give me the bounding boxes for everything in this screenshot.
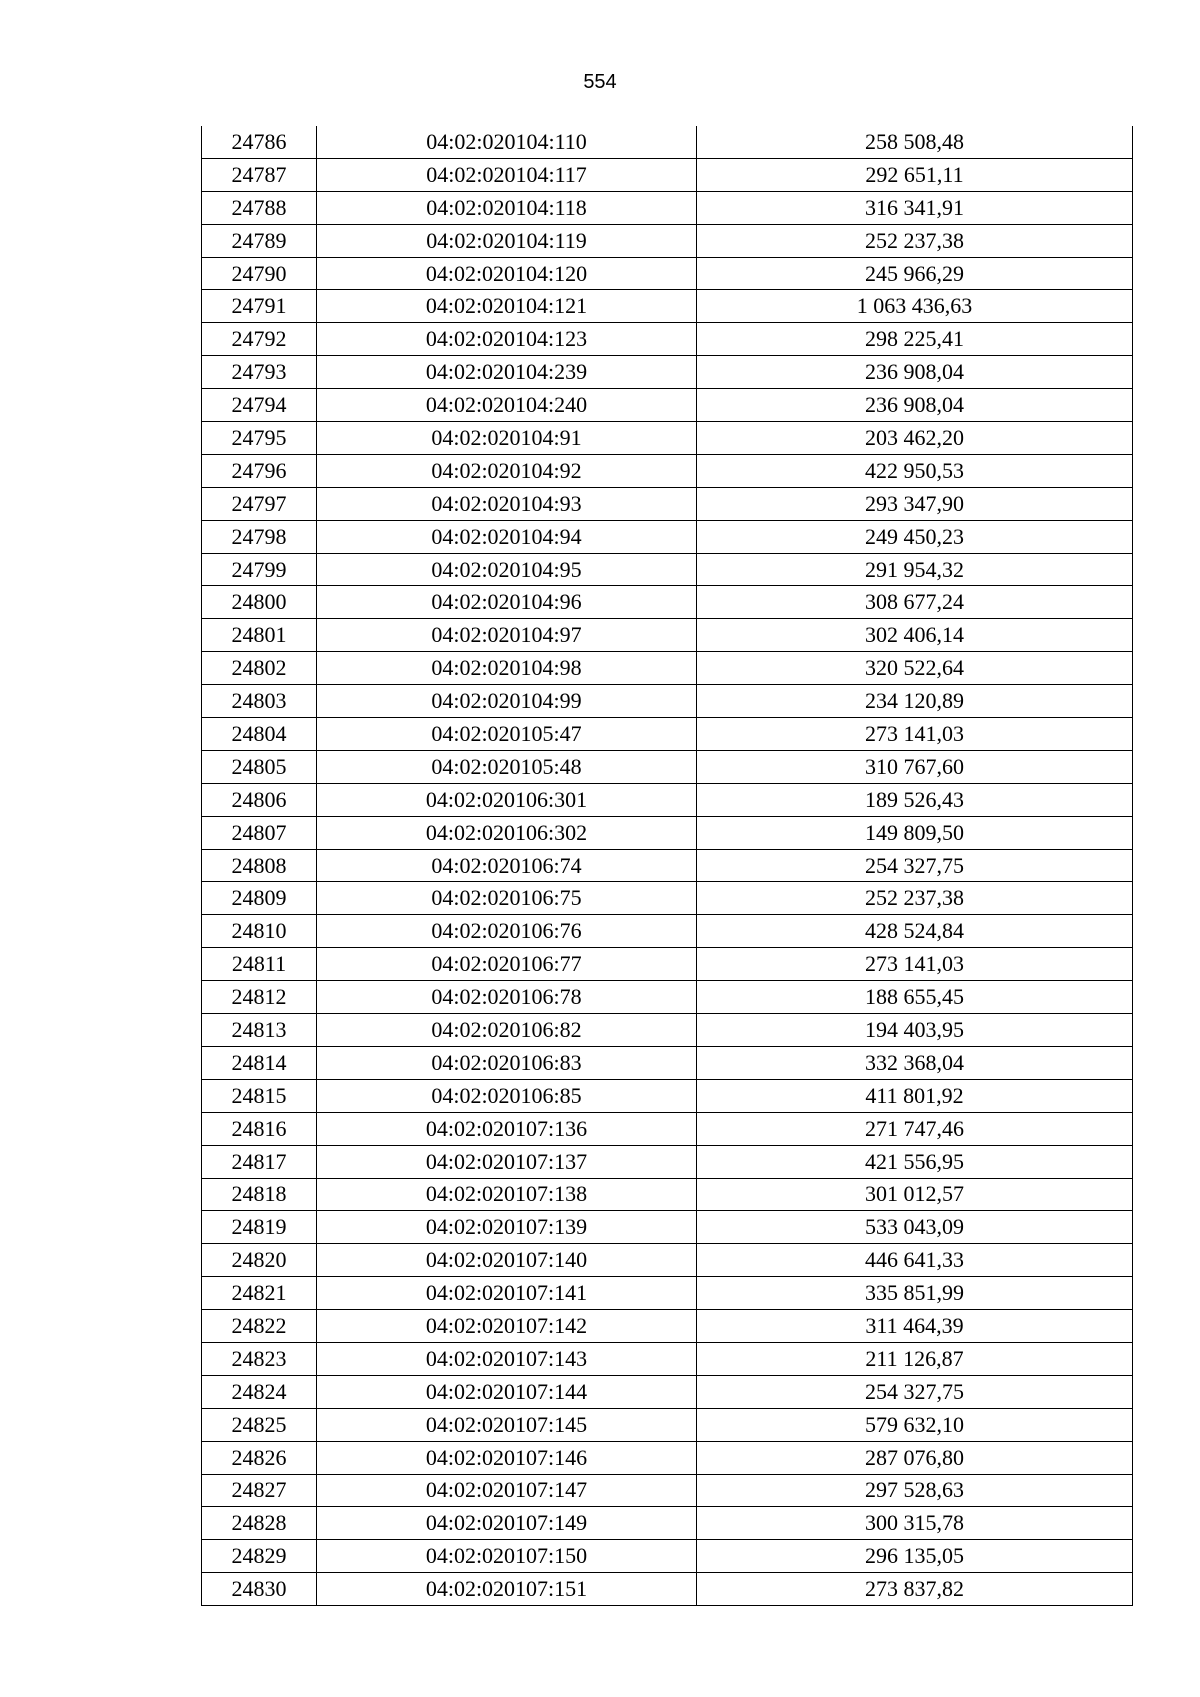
table-row [202,750,1133,783]
table-row [202,619,1133,652]
table-row [202,1573,1133,1606]
table-row [202,1014,1133,1047]
cadastral-number-cell: 04:02:020106:85 [317,1079,697,1112]
row-number-cell: 24791 [202,290,317,323]
table-row [202,356,1133,389]
row-number-cell: 24830 [202,1573,317,1606]
cadastral-number-cell: 04:02:020104:96 [317,586,697,619]
cadastral-number-cell: 04:02:020104:93 [317,487,697,520]
value-cell: 297 528,63 [697,1474,1133,1507]
row-number-cell: 24792 [202,323,317,356]
value-cell: 236 908,04 [697,389,1133,422]
table-row [202,389,1133,422]
value-cell: 422 950,53 [697,454,1133,487]
table-row [202,685,1133,718]
cadastral-number-cell: 04:02:020106:77 [317,948,697,981]
row-number-cell: 24828 [202,1507,317,1540]
value-cell: 254 327,75 [697,1375,1133,1408]
data-table [201,126,1133,1606]
row-number-cell: 24826 [202,1441,317,1474]
row-number-cell: 24827 [202,1474,317,1507]
cadastral-number-cell: 04:02:020106:75 [317,882,697,915]
value-cell: 421 556,95 [697,1145,1133,1178]
table-row [202,652,1133,685]
value-cell: 310 767,60 [697,750,1133,783]
table-row [202,816,1133,849]
table-row [202,1079,1133,1112]
value-cell: 411 801,92 [697,1079,1133,1112]
cadastral-number-cell: 04:02:020104:92 [317,454,697,487]
value-cell: 287 076,80 [697,1441,1133,1474]
table-row [202,1112,1133,1145]
table-row [202,1441,1133,1474]
cadastral-number-cell: 04:02:020104:119 [317,224,697,257]
value-cell: 149 809,50 [697,816,1133,849]
row-number-cell: 24806 [202,783,317,816]
value-cell: 245 966,29 [697,257,1133,290]
table-row [202,1145,1133,1178]
table-row [202,520,1133,553]
value-cell: 194 403,95 [697,1014,1133,1047]
row-number-cell: 24815 [202,1079,317,1112]
table-row [202,454,1133,487]
value-cell: 252 237,38 [697,882,1133,915]
cadastral-number-cell: 04:02:020104:97 [317,619,697,652]
cadastral-number-cell: 04:02:020106:78 [317,981,697,1014]
value-cell: 533 043,09 [697,1211,1133,1244]
cadastral-number-cell: 04:02:020105:48 [317,750,697,783]
row-number-cell: 24810 [202,915,317,948]
row-number-cell: 24811 [202,948,317,981]
table-body [202,126,1133,1606]
row-number-cell: 24814 [202,1046,317,1079]
table-row [202,1507,1133,1540]
cadastral-number-cell: 04:02:020106:74 [317,849,697,882]
value-cell: 316 341,91 [697,191,1133,224]
table-row [202,915,1133,948]
value-cell: 579 632,10 [697,1408,1133,1441]
row-number-cell: 24824 [202,1375,317,1408]
cadastral-number-cell: 04:02:020104:98 [317,652,697,685]
cadastral-number-cell: 04:02:020104:118 [317,191,697,224]
value-cell: 296 135,05 [697,1540,1133,1573]
row-number-cell: 24794 [202,389,317,422]
value-cell: 1 063 436,63 [697,290,1133,323]
cadastral-number-cell: 04:02:020107:151 [317,1573,697,1606]
cadastral-number-cell: 04:02:020107:145 [317,1408,697,1441]
row-number-cell: 24823 [202,1342,317,1375]
value-cell: 311 464,39 [697,1310,1133,1343]
cadastral-number-cell: 04:02:020107:140 [317,1244,697,1277]
table-row [202,126,1133,158]
cadastral-number-cell: 04:02:020107:137 [317,1145,697,1178]
cadastral-number-cell: 04:02:020106:301 [317,783,697,816]
cadastral-number-cell: 04:02:020104:123 [317,323,697,356]
row-number-cell: 24808 [202,849,317,882]
cadastral-number-cell: 04:02:020104:99 [317,685,697,718]
value-cell: 428 524,84 [697,915,1133,948]
page-number: 554 [583,71,617,93]
cadastral-number-cell: 04:02:020106:83 [317,1046,697,1079]
cadastral-number-cell: 04:02:020104:239 [317,356,697,389]
value-cell: 293 347,90 [697,487,1133,520]
value-cell: 273 837,82 [697,1573,1133,1606]
cadastral-number-cell: 04:02:020107:150 [317,1540,697,1573]
table-row [202,257,1133,290]
table-row [202,224,1133,257]
table-row [202,882,1133,915]
row-number-cell: 24797 [202,487,317,520]
cadastral-number-cell: 04:02:020106:76 [317,915,697,948]
row-number-cell: 24812 [202,981,317,1014]
row-number-cell: 24786 [202,126,317,158]
value-cell: 292 651,11 [697,158,1133,191]
row-number-cell: 24802 [202,652,317,685]
row-number-cell: 24795 [202,422,317,455]
value-cell: 211 126,87 [697,1342,1133,1375]
table-row [202,1211,1133,1244]
row-number-cell: 24787 [202,158,317,191]
cadastral-number-cell: 04:02:020105:47 [317,718,697,751]
cadastral-number-cell: 04:02:020104:91 [317,422,697,455]
value-cell: 302 406,14 [697,619,1133,652]
row-number-cell: 24818 [202,1178,317,1211]
table-row [202,1375,1133,1408]
table-row [202,1046,1133,1079]
table-row [202,718,1133,751]
cadastral-number-cell: 04:02:020106:82 [317,1014,697,1047]
value-cell: 249 450,23 [697,520,1133,553]
value-cell: 300 315,78 [697,1507,1133,1540]
row-number-cell: 24793 [202,356,317,389]
cadastral-number-cell: 04:02:020104:121 [317,290,697,323]
table-row [202,981,1133,1014]
row-number-cell: 24829 [202,1540,317,1573]
table-row [202,487,1133,520]
table-row [202,1277,1133,1310]
value-cell: 271 747,46 [697,1112,1133,1145]
value-cell: 252 237,38 [697,224,1133,257]
cadastral-number-cell: 04:02:020106:302 [317,816,697,849]
row-number-cell: 24816 [202,1112,317,1145]
table-row [202,422,1133,455]
row-number-cell: 24788 [202,191,317,224]
row-number-cell: 24796 [202,454,317,487]
value-cell: 332 368,04 [697,1046,1133,1079]
value-cell: 273 141,03 [697,948,1133,981]
row-number-cell: 24798 [202,520,317,553]
cadastral-number-cell: 04:02:020104:240 [317,389,697,422]
table-row [202,158,1133,191]
table-row [202,1342,1133,1375]
cadastral-number-cell: 04:02:020107:141 [317,1277,697,1310]
row-number-cell: 24801 [202,619,317,652]
cadastral-number-cell: 04:02:020107:142 [317,1310,697,1343]
value-cell: 301 012,57 [697,1178,1133,1211]
table-row [202,586,1133,619]
row-number-cell: 24819 [202,1211,317,1244]
cadastral-number-cell: 04:02:020104:117 [317,158,697,191]
table-row [202,1178,1133,1211]
row-number-cell: 24800 [202,586,317,619]
cadastral-number-cell: 04:02:020107:144 [317,1375,697,1408]
cadastral-number-cell: 04:02:020107:136 [317,1112,697,1145]
cadastral-number-cell: 04:02:020107:139 [317,1211,697,1244]
row-number-cell: 24799 [202,553,317,586]
cadastral-number-cell: 04:02:020107:143 [317,1342,697,1375]
cadastral-number-cell: 04:02:020107:149 [317,1507,697,1540]
row-number-cell: 24822 [202,1310,317,1343]
table-row [202,1310,1133,1343]
value-cell: 254 327,75 [697,849,1133,882]
value-cell: 273 141,03 [697,718,1133,751]
table-row [202,849,1133,882]
row-number-cell: 24813 [202,1014,317,1047]
row-number-cell: 24804 [202,718,317,751]
row-number-cell: 24805 [202,750,317,783]
table-row [202,783,1133,816]
table-row [202,553,1133,586]
value-cell: 320 522,64 [697,652,1133,685]
table-row [202,191,1133,224]
table-row [202,1474,1133,1507]
value-cell: 335 851,99 [697,1277,1133,1310]
row-number-cell: 24789 [202,224,317,257]
cadastral-number-cell: 04:02:020107:147 [317,1474,697,1507]
cadastral-number-cell: 04:02:020104:120 [317,257,697,290]
table-row [202,948,1133,981]
cadastral-number-cell: 04:02:020104:94 [317,520,697,553]
row-number-cell: 24820 [202,1244,317,1277]
value-cell: 308 677,24 [697,586,1133,619]
value-cell: 189 526,43 [697,783,1133,816]
cadastral-number-cell: 04:02:020107:146 [317,1441,697,1474]
value-cell: 291 954,32 [697,553,1133,586]
row-number-cell: 24807 [202,816,317,849]
value-cell: 234 120,89 [697,685,1133,718]
row-number-cell: 24809 [202,882,317,915]
value-cell: 446 641,33 [697,1244,1133,1277]
row-number-cell: 24790 [202,257,317,290]
table-row [202,1408,1133,1441]
row-number-cell: 24825 [202,1408,317,1441]
cadastral-number-cell: 04:02:020107:138 [317,1178,697,1211]
table-row [202,323,1133,356]
table-row [202,1540,1133,1573]
value-cell: 298 225,41 [697,323,1133,356]
table-row [202,1244,1133,1277]
row-number-cell: 24803 [202,685,317,718]
cadastral-number-cell: 04:02:020104:110 [317,126,697,158]
value-cell: 203 462,20 [697,422,1133,455]
cadastral-number-cell: 04:02:020104:95 [317,553,697,586]
value-cell: 236 908,04 [697,356,1133,389]
row-number-cell: 24821 [202,1277,317,1310]
table-row [202,290,1133,323]
row-number-cell: 24817 [202,1145,317,1178]
value-cell: 258 508,48 [697,126,1133,158]
value-cell: 188 655,45 [697,981,1133,1014]
